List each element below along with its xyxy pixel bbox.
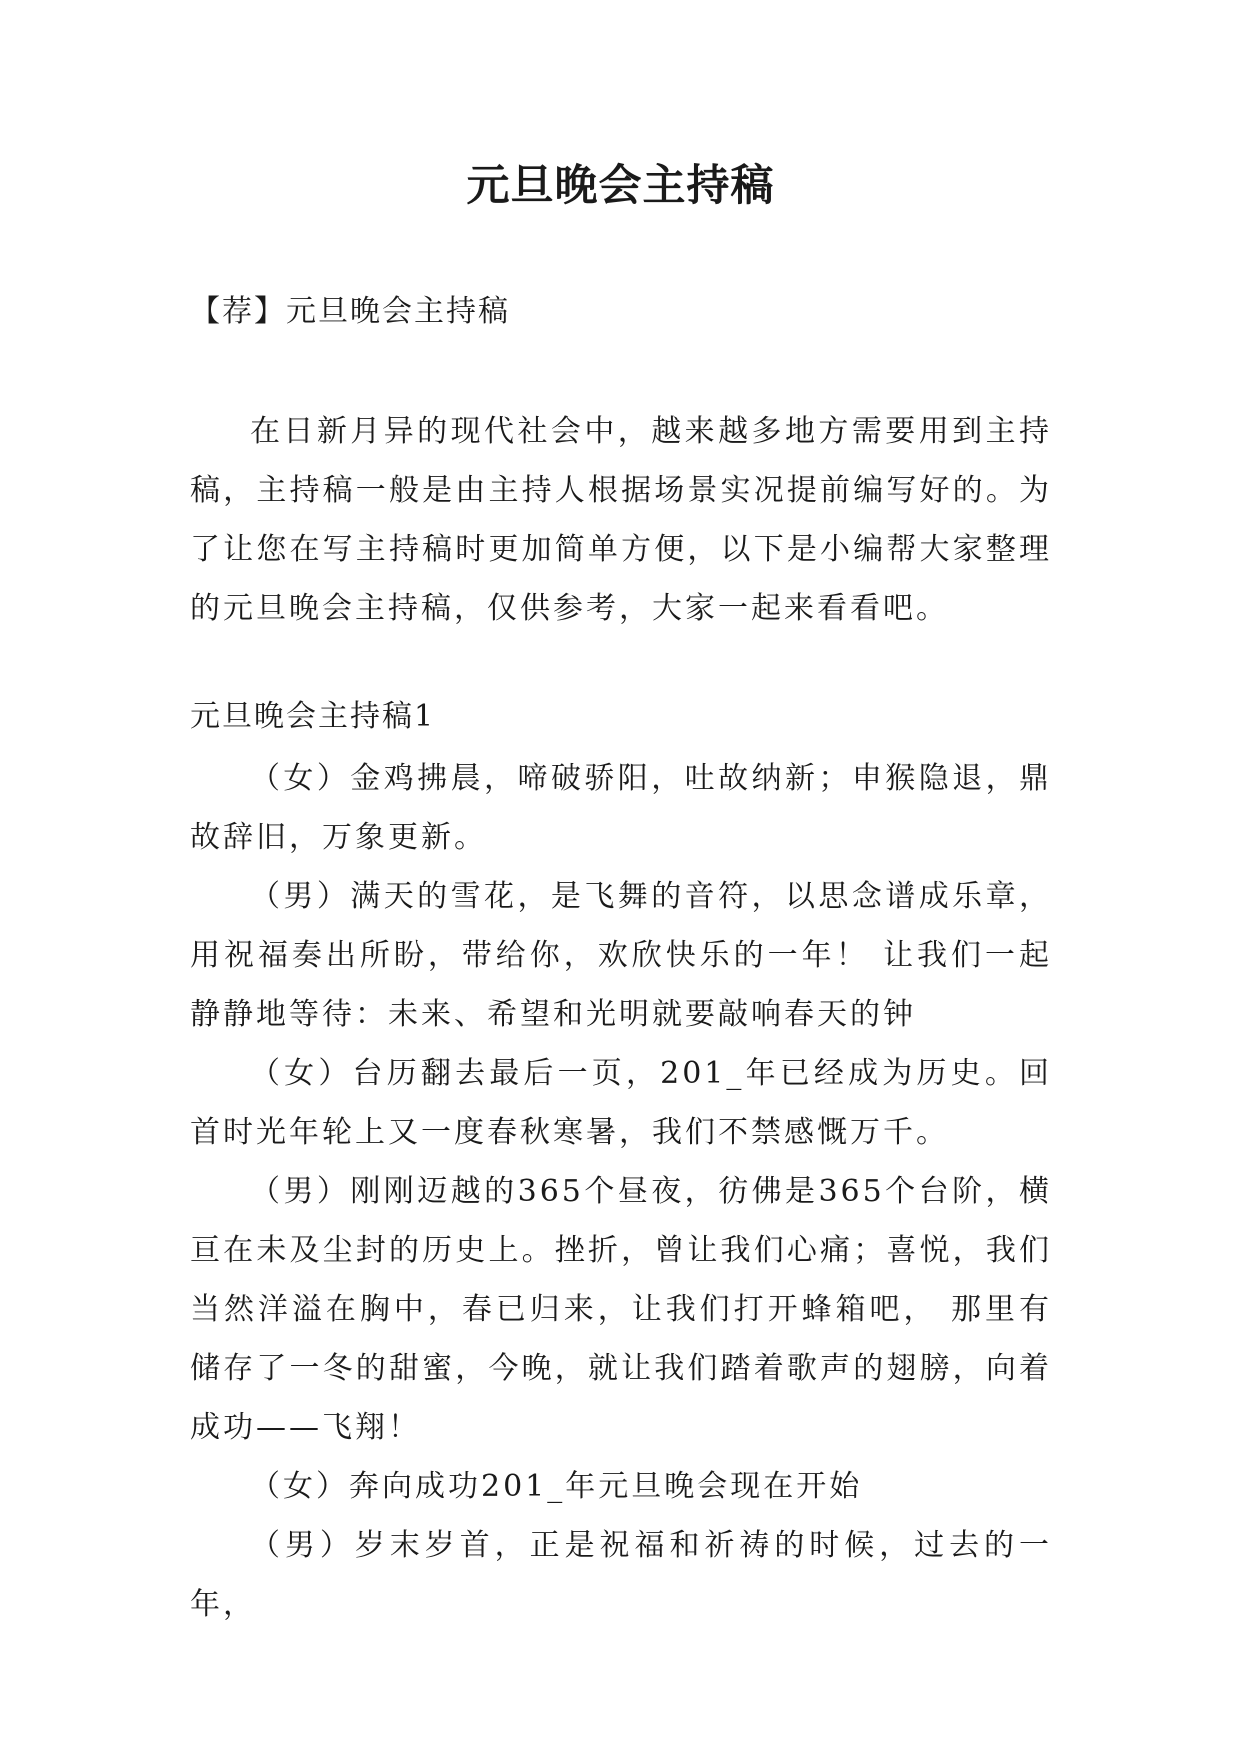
page-title: 元旦晚会主持稿 xyxy=(466,161,775,211)
script-paragraph: （女）奔向成功201_年元旦晚会现在开始 xyxy=(250,1469,863,1504)
script-paragraph: （男）岁末岁首，正是祝福和祈祷的时候，过去的一年， xyxy=(190,1528,1052,1622)
section-heading: 元旦晚会主持稿1 xyxy=(190,699,436,734)
script-paragraph: （女）金鸡拂晨，啼破骄阳，吐故纳新；申猴隐退，鼎故辞旧，万象更新。 xyxy=(190,761,1052,855)
intro-paragraph: 在日新月异的现代社会中，越来越多地方需要用到主持稿，主持稿一般是由主持人根据场景实况提前编写好的。为了让您在写主持稿时更加简单方便，以下是小编帮大家整理的元旦晚会主持稿，仅供参考，大家一起来看看吧。 xyxy=(190,414,1052,626)
script-paragraph: （女）台历翻去最后一页，201_年已经成为历史。回首时光年轮上又一度春秋寒暑，我们不禁感慨万千。 xyxy=(190,1056,1052,1150)
intro-section xyxy=(190,402,1052,638)
document-subtitle: 【荐】元旦晚会主持稿 xyxy=(190,294,510,329)
script-section xyxy=(190,749,1052,1634)
script-paragraph: （男）刚刚迈越的365个昼夜，彷佛是365个台阶，横亘在未及尘封的历史上。挫折，曾让我们心痛；喜悦，我们当然洋溢在胸中，春已归来，让我们打开蜂箱吧， 那里有储存了一冬的甜蜜，今晚，就让我们踏着歌声的翅膀，向着成功——飞翔！ xyxy=(190,1174,1052,1445)
script-paragraph: （男）满天的雪花，是飞舞的音符，以思念谱成乐章，用祝福奏出所盼，带给你，欢欣快乐的一年！ 让我们一起静静地等待：未来、希望和光明就要敲响春天的钟 xyxy=(190,879,1052,1032)
